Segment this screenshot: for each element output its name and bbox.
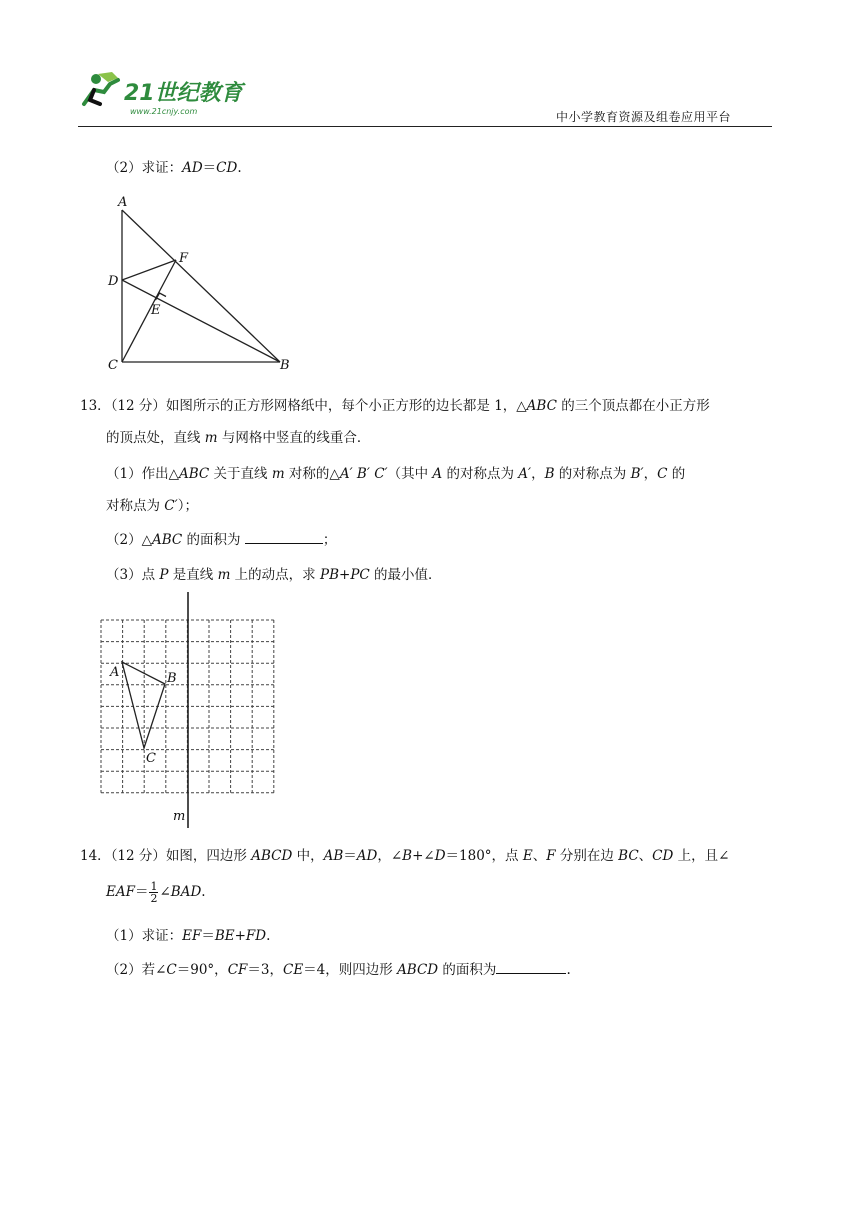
triangle-abc: [122, 662, 165, 748]
segment-df: [122, 260, 176, 280]
grid-label-m: m: [173, 809, 186, 824]
answer-blank[interactable]: [245, 531, 323, 544]
runner-icon: [84, 72, 118, 104]
q13-part3: （3）点 P 是直线 m 上的动点，求 PB+PC 的最小值．: [106, 567, 442, 583]
logo-text: 21世纪教育: [124, 81, 243, 106]
label-a: A: [118, 195, 128, 210]
label-c: C: [108, 358, 118, 373]
segment-ab: [122, 210, 280, 362]
q14-intro-2: EAF＝ $\frac{1}{2}$ ∠BAD.: [106, 880, 206, 905]
q13-grid-figure: [96, 588, 286, 833]
header-divider: [78, 126, 772, 127]
logo-url: www.21cnjy.com: [130, 107, 198, 116]
grid-label-c: C: [146, 751, 156, 766]
q12-part2: （2）求证：AD＝CD.: [106, 160, 242, 176]
fraction-half: $\frac{1}{2}$: [150, 880, 158, 905]
segment-db: [122, 280, 280, 362]
grid-label-b: B: [167, 671, 177, 686]
right-angle-mark: [156, 293, 167, 300]
q13-part1: （1）作出△ABC 关于直线 m 对称的△A′ B′ C′（其中 A 的对称点为 A′，B 的对称点为 B′，C 的: [106, 466, 686, 482]
label-b: B: [280, 358, 290, 373]
q13-part1-cont: 对称点为 C′）；: [106, 498, 198, 514]
answer-blank-2[interactable]: [496, 961, 566, 974]
q13-intro-1: 13．（12 分）如图所示的正方形网格纸中，每个小正方形的边长都是 1，△ABC 的三个顶点都在小正方形: [80, 398, 710, 414]
site-logo: [78, 70, 253, 120]
label-f: F: [179, 251, 189, 266]
q14-part1: （1）求证：EF＝BE+FD.: [106, 928, 271, 944]
label-e: E: [151, 303, 161, 318]
platform-name: 中小学教育资源及组卷应用平台: [556, 110, 732, 124]
segment-cf: [122, 260, 176, 362]
q13-part2: （2）△ABC 的面积为 ；: [106, 532, 337, 548]
q14-part2: （2）若∠C＝90°，CF＝3，CE＝4，则四边形 ABCD 的面积为 .: [106, 962, 571, 978]
q12-figure: [100, 190, 300, 375]
q14-intro: 14．（12 分）如图，四边形 ABCD 中，AB＝AD，∠B+∠D＝180°，点 E、F 分别在边 BC、CD 上，且∠: [80, 848, 730, 864]
label-d: D: [108, 274, 119, 289]
grid-label-a: A: [110, 665, 120, 680]
q13-intro-2: 的顶点处，直线 m 与网格中竖直的线重合．: [106, 430, 371, 446]
